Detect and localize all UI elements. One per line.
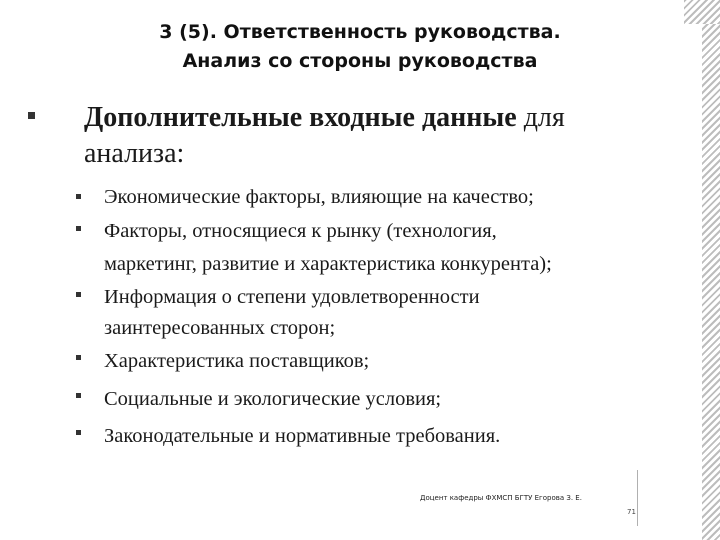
title-line-2: Анализ со стороны руководства xyxy=(182,50,538,72)
square-bullet-icon xyxy=(76,430,81,435)
main-bullet-normal: для xyxy=(516,102,565,133)
main-bullet-bold: Дополнительные входные данные xyxy=(84,102,517,133)
footer-divider xyxy=(637,470,638,526)
list-item-line: Социальные и экологические условия; xyxy=(104,388,442,410)
decorative-border-corner xyxy=(684,0,720,24)
square-bullet-icon xyxy=(28,112,35,119)
list-item-line: Характеристика поставщиков; xyxy=(104,350,370,372)
list-item-line: Законодательные и нормативные требования. xyxy=(104,425,501,447)
main-bullet-text xyxy=(84,100,664,172)
page-number: 71 xyxy=(627,508,636,516)
list-item-line: Информация о степени удовлетворенности xyxy=(104,286,480,308)
square-bullet-icon xyxy=(76,393,81,398)
main-bullet-continuation: анализа: xyxy=(84,138,185,169)
decorative-border-strip xyxy=(702,0,720,540)
square-bullet-icon xyxy=(76,226,81,231)
list-item-line: заинтересованных сторон; xyxy=(104,317,336,339)
list-item-line: Факторы, относящиеся к рынку (технология, xyxy=(104,220,497,242)
title-line-1: 3 (5). Ответственность руководства. xyxy=(159,21,561,43)
list-item-line: маркетинг, развитие и характеристика конкурента); xyxy=(104,253,552,275)
square-bullet-icon xyxy=(76,292,81,297)
square-bullet-icon xyxy=(76,355,81,360)
slide-title xyxy=(60,18,660,76)
footer-author: Доцент кафедры ФХМСП БГТУ Егорова З. Е. xyxy=(420,494,582,502)
list-item-line: Экономические факторы, влияющие на качество; xyxy=(104,186,534,208)
square-bullet-icon xyxy=(76,194,81,199)
